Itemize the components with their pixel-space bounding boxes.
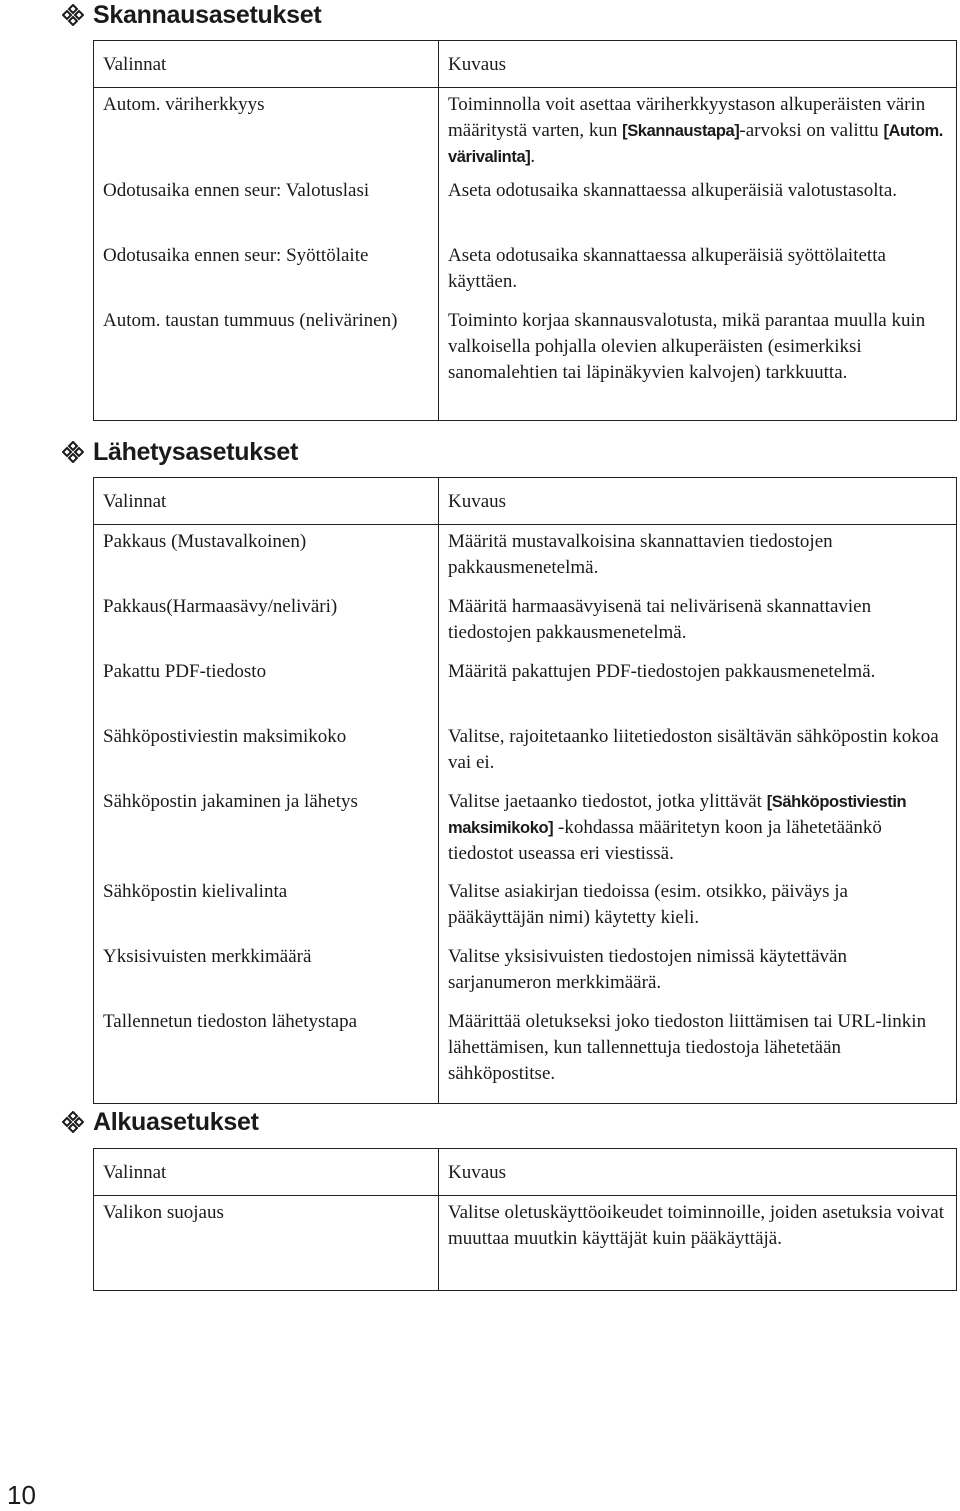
option-description: Aseta odotusaika skannattaessa alkuperäisiä valotustasolta. xyxy=(448,180,898,201)
option-description: Valitse asiakirjan tiedoissa (esim. otsikko, päiväys ja pääkäyttäjän nimi) käytetty kieli. xyxy=(448,881,848,928)
section-title: Alkuasetukset xyxy=(93,1108,259,1136)
option-description xyxy=(439,88,957,175)
option-name: Pakkaus (Mustavalkoinen) xyxy=(94,525,439,591)
table-row xyxy=(94,1005,957,1104)
table-row xyxy=(94,304,957,421)
section-heading-scan xyxy=(62,0,321,30)
option-name: Autom. taustan tummuus (nelivärinen) xyxy=(94,304,439,421)
option-description: Toiminto korjaa skannausvalotusta, mikä parantaa muulla kuin valkoisella pohjalla olevien alkuperäisten (esimerkiksi sanomalehtien tai läpinäkyvien kalvojen) tarkkuutta. xyxy=(448,310,926,383)
column-header-options: Valinnat xyxy=(94,1149,439,1196)
option-description: Määritä pakattujen PDF-tiedostojen pakkausmenetelmä. xyxy=(448,661,876,682)
setting-key-label: [Autom. värivalinta] xyxy=(448,122,943,166)
description-text: -kohdassa määritetyn koon ja lähetetäänkö tiedostot useassa eri viestissä. xyxy=(448,817,882,864)
section-heading-send xyxy=(62,437,298,467)
scan-settings-table xyxy=(93,40,957,421)
table-header-row xyxy=(94,1149,957,1196)
table-header-row xyxy=(94,478,957,525)
description-text: . xyxy=(530,146,536,167)
diamond-bullet-icon xyxy=(62,4,84,26)
option-name: Tallennetun tiedoston lähetystapa xyxy=(94,1005,439,1104)
option-name: Sähköpostin kielivalinta xyxy=(94,875,439,940)
table-row xyxy=(94,655,957,720)
initial-settings-table xyxy=(93,1148,957,1291)
column-header-description: Kuvaus xyxy=(439,478,957,525)
option-name: Sähköpostiviestin maksimikoko xyxy=(94,720,439,785)
option-name: Valikon suojaus xyxy=(94,1196,439,1291)
table-header-row xyxy=(94,41,957,88)
option-name: Sähköpostin jakaminen ja lähetys xyxy=(94,785,439,875)
option-name: Pakkaus(Harmaasävy/neliväri) xyxy=(94,590,439,655)
option-description: Aseta odotusaika skannattaessa alkuperäisiä syöttölaitetta käyttäen. xyxy=(448,245,886,292)
column-header-options: Valinnat xyxy=(94,41,439,88)
option-name: Odotusaika ennen seur: Syöttölaite xyxy=(94,239,439,304)
description-text: Valitse jaetaanko tiedostot, jotka ylittävät xyxy=(448,791,767,812)
table-row xyxy=(94,785,957,875)
description-text: -arvoksi on valittu xyxy=(739,120,884,141)
table-row xyxy=(94,720,957,785)
column-header-description: Kuvaus xyxy=(439,41,957,88)
setting-key-label: [Sähköpostiviestin maksimikoko] xyxy=(448,793,907,837)
option-description xyxy=(439,785,957,875)
page-number: 10 xyxy=(7,1480,36,1510)
table-row xyxy=(94,590,957,655)
option-description: Valitse yksisivuisten tiedostojen nimissä käytettävän sarjanumeron merkkimäärä. xyxy=(448,946,847,993)
table-row xyxy=(94,940,957,1005)
section-title: Skannausasetukset xyxy=(93,1,322,29)
column-header-description: Kuvaus xyxy=(439,1149,957,1196)
table-row xyxy=(94,239,957,304)
diamond-bullet-icon xyxy=(62,1111,84,1133)
option-description: Valitse, rajoitetaanko liitetiedoston sisältävän sähköpostin kokoa vai ei. xyxy=(448,726,939,773)
option-name: Yksisivuisten merkkimäärä xyxy=(94,940,439,1005)
table-row xyxy=(94,1196,957,1291)
setting-key-label: [Skannaustapa] xyxy=(622,122,740,140)
option-description: Valitse oletuskäyttöoikeudet toiminnoille, joiden asetuksia voivat muuttaa muutkin käyttäjät kuin pääkäyttäjä. xyxy=(448,1202,945,1249)
option-name: Odotusaika ennen seur: Valotuslasi xyxy=(94,174,439,239)
option-description: Määritä mustavalkoisina skannattavien tiedostojen pakkausmenetelmä. xyxy=(448,531,833,578)
table-row xyxy=(94,88,957,175)
description-text: Toiminnolla voit asettaa väriherkkyystason alkuperäisten värin määritystä varten, kun xyxy=(448,94,926,141)
send-settings-table xyxy=(93,477,957,1104)
option-description: Määritä harmaasävyisenä tai nelivärisenä skannattavien tiedostojen pakkausmenetelmä. xyxy=(448,596,872,643)
table-row xyxy=(94,174,957,239)
table-row xyxy=(94,525,957,591)
table-row xyxy=(94,875,957,940)
diamond-bullet-icon xyxy=(62,441,84,463)
option-name: Pakattu PDF-tiedosto xyxy=(94,655,439,720)
option-description: Määrittää oletukseksi joko tiedoston liittämisen tai URL-linkin lähettämisen, kun tallennettuja tiedostoja lähetetään sähköpostitse. xyxy=(448,1011,927,1084)
section-heading-initial xyxy=(62,1107,259,1137)
column-header-options: Valinnat xyxy=(94,478,439,525)
option-name: Autom. väriherkkyys xyxy=(94,88,439,175)
section-title: Lähetysasetukset xyxy=(93,438,299,466)
